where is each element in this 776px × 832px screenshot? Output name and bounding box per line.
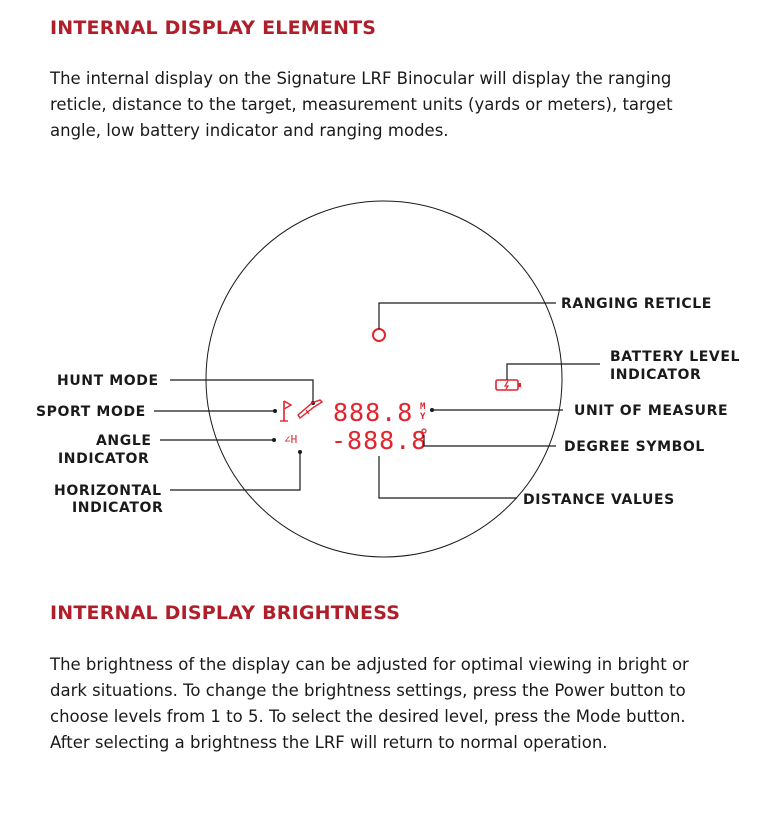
label-horizontal-line2: INDICATOR (72, 500, 164, 516)
paragraph-line: After selecting a brightness the LRF will return to normal operation. (50, 733, 608, 752)
display-brightness-paragraph (50, 652, 740, 756)
display-elements-paragraph (50, 66, 740, 144)
degree-symbol-leader (424, 435, 556, 446)
paragraph-line: angle, low battery indicator and ranging modes. (50, 121, 449, 140)
leader-dot (272, 438, 276, 442)
horizontal-indicator-leader (170, 452, 300, 490)
label-unit-of-measure: UNIT OF MEASURE (574, 403, 729, 419)
label-battery-line1: BATTERY LEVEL (610, 349, 741, 365)
label-angle-line2: INDICATOR (58, 451, 150, 467)
battery-icon (496, 380, 521, 390)
battery-leader (507, 364, 600, 380)
hunt-mode-leader (170, 380, 313, 402)
paragraph-line: choose levels from 1 to 5. To select the desired level, press the Mode button. (50, 707, 686, 726)
label-angle-line1: ANGLE (96, 433, 152, 449)
viewfinder-circle (206, 201, 562, 557)
label-hunt-mode: HUNT MODE (57, 373, 159, 389)
section-title-display-elements: INTERNAL DISPLAY ELEMENTS (50, 17, 377, 39)
hunt-mode-icon (298, 400, 322, 418)
distance-values-leader (379, 456, 517, 498)
paragraph-line: dark situations. To change the brightness settings, press the Power button to (50, 681, 686, 700)
label-degree-symbol: DEGREE SYMBOL (564, 439, 705, 455)
ranging-reticle-icon (373, 329, 385, 341)
paragraph-line: The internal display on the Signature LRF Binocular will display the ranging (50, 69, 672, 88)
paragraph-line: reticle, distance to the target, measurement units (yards or meters), target (50, 95, 673, 114)
label-battery-line2: INDICATOR (610, 367, 702, 383)
label-horizontal-line1: HORIZONTAL (54, 483, 162, 499)
ranging-reticle-leader (379, 303, 556, 329)
label-ranging-reticle: RANGING RETICLE (561, 296, 712, 312)
paragraph-line: The brightness of the display can be adjusted for optimal viewing in bright or (50, 655, 689, 674)
unit-m-indicator: M (420, 402, 426, 412)
label-distance-values: DISTANCE VALUES (523, 492, 675, 508)
unit-y-indicator: Y (420, 412, 426, 422)
label-sport-mode: SPORT MODE (36, 404, 146, 420)
display-diagram (0, 180, 776, 580)
sport-mode-flag-icon (280, 401, 291, 421)
leader-dot (273, 409, 277, 413)
section-title-display-brightness: INTERNAL DISPLAY BRIGHTNESS (50, 602, 401, 624)
distance-readout: 888.8 (333, 398, 414, 427)
angle-readout: -888.8 (331, 426, 428, 455)
angle-horizontal-indicator: ∠H (284, 433, 298, 446)
